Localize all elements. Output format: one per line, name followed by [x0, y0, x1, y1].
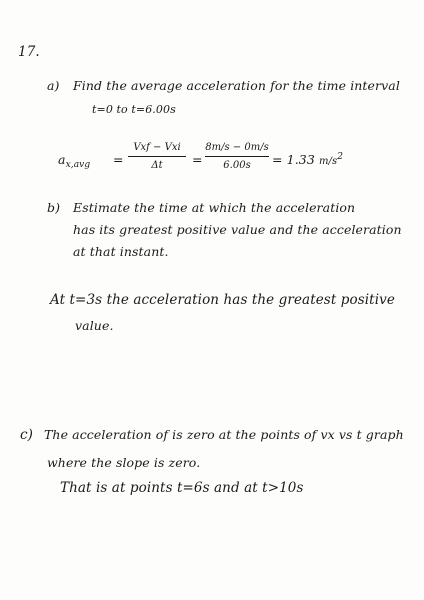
part-b-answer-line1: At t=3s the acceleration has the greatest positive — [50, 292, 395, 308]
fraction-2-numerator: 8m/s − 0m/s — [205, 142, 269, 153]
part-b-label: b) — [47, 200, 61, 215]
part-a-label: a) — [47, 78, 60, 93]
fraction-2-bar — [205, 156, 269, 157]
fraction-numeric — [205, 142, 269, 172]
part-c-label: c) — [20, 427, 34, 443]
fraction-1-denominator: Δt — [151, 160, 163, 171]
part-b-answer-line2: value. — [75, 318, 114, 333]
part-a-question-line2: t=0 to t=6.00s — [92, 103, 176, 116]
fraction-velocity-change — [128, 142, 186, 172]
part-b-question-line2: has its greatest positive value and the acceleration — [73, 222, 402, 237]
fraction-2-denominator: 6.00s — [223, 160, 251, 171]
part-b-question-line1: Estimate the time at which the acceleration — [73, 200, 356, 215]
equation-result: = 1.33 $m/s^2$ — [272, 152, 344, 167]
part-c-line3: That is at points t=6s and at t>10s — [60, 480, 304, 496]
part-c-line1: The acceleration of is zero at the points of vx vs t graph — [44, 427, 404, 442]
fraction-1-bar — [128, 156, 186, 157]
equation-equals-1: = — [113, 152, 124, 167]
problem-number: 17. — [18, 44, 40, 60]
fraction-1-numerator: Vxf − Vxi — [133, 142, 181, 153]
part-c-line2: where the slope is zero. — [47, 455, 201, 470]
part-a-question-line1: Find the average acceleration for the time interval — [73, 78, 400, 93]
equation-equals-2: = — [192, 152, 203, 167]
equation-lhs: $a_{x,avg}$ — [58, 152, 91, 170]
part-b-question-line3: at that instant. — [73, 244, 169, 259]
